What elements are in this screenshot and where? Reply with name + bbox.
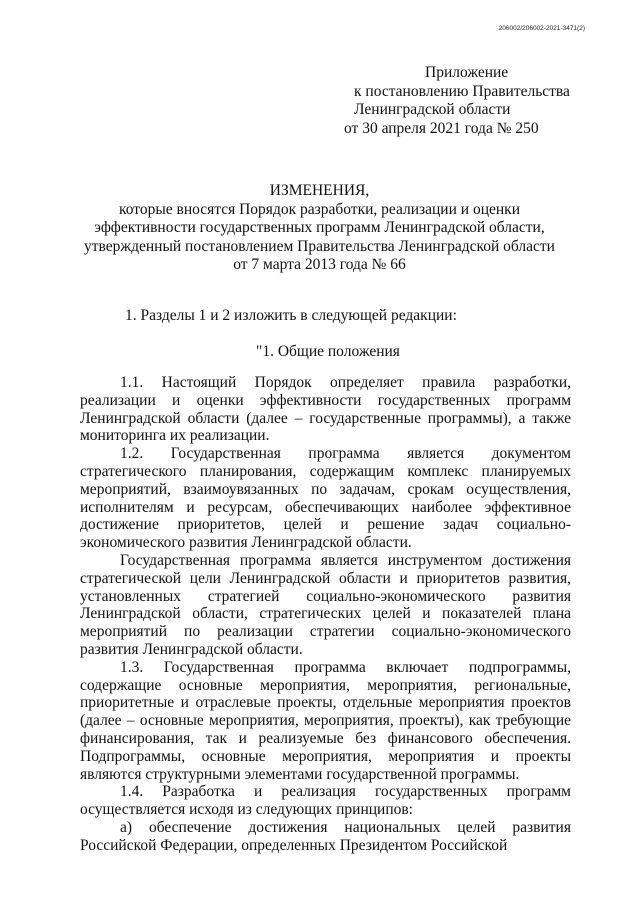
paragraph-1-2-cont: Государственная программа является инструментом достижения стратегической цели Ленинградской области и приоритетов развития, установленных стратегией социально-экономического развития Ленинградской области, стратегических целей и показателей плана мероприятий по реализации стратегии социально-экономического развития Ленинградской области. [80,551,571,658]
title-line: от 7 марта 2013 года № 66 [233,256,406,273]
document-registration-code: 206002/206002-2021-3471(2) [498,25,585,32]
paragraph-1-4-a: а) обеспечение достижения национальных целей развития Российской Федерации, определенных Президентом Российской [80,818,571,854]
title-heading: ИЗМЕНЕНИЯ, [269,182,370,199]
paragraph-1-4: 1.4. Разработка и реализация государственных программ осуществляется исходя из следующих принципов: [80,783,571,819]
appendix-line: к постановлению Правительства [354,82,570,100]
appendix-line: Ленинградской области [354,101,511,118]
section-title: "1. Общие положения [256,343,400,360]
item-1-text: 1. Разделы 1 и 2 изложить в следующей редакции: [125,307,457,324]
body-text [80,374,571,855]
title-line: эффективности государственных программ Ленинградской области, [94,219,545,236]
appendix-block [340,64,580,138]
title-line: которые вносятся Порядок разработки, реализации и оценки [118,200,520,218]
paragraph-1-2: 1.2. Государственная программа является документом стратегического планирования, содержащим комплекс планируемых мероприятий, взаимоувязанных по задачам, срокам осуществления, исполнителям и ресурсам, обеспечивающих наиболее эффективное достижение приоритетов, целей и решение задач социально-экономического развития Ленинградской области. [80,445,571,552]
appendix-line: Приложение [425,64,509,81]
paragraph-1-1: 1.1. Настоящий Порядок определяет правила разработки, реализации и оценки эффективности государственных программ Ленинградской области (далее – государственные программы), а также мониторинга их реализации. [80,374,571,445]
paragraph-1-3: 1.3. Государственная программа включает подпрограммы, содержащие основные мероприятия, мероприятия, региональные, приоритетные и отраслевые проекты, отдельные мероприятия проектов (далее – основные мероприятия, мероприятия, проекты), как требующие финансирования, так и реализуемые без финансового обеспечения. Подпрограммы, основные мероприятия, мероприятия и проекты являются структурными элементами государственной программы. [80,658,571,783]
appendix-line: от 30 апреля 2021 года № 250 [344,119,539,137]
title-line: утвержденный постановлением Правительства Ленинградской области [84,237,555,255]
document-title [80,182,559,275]
